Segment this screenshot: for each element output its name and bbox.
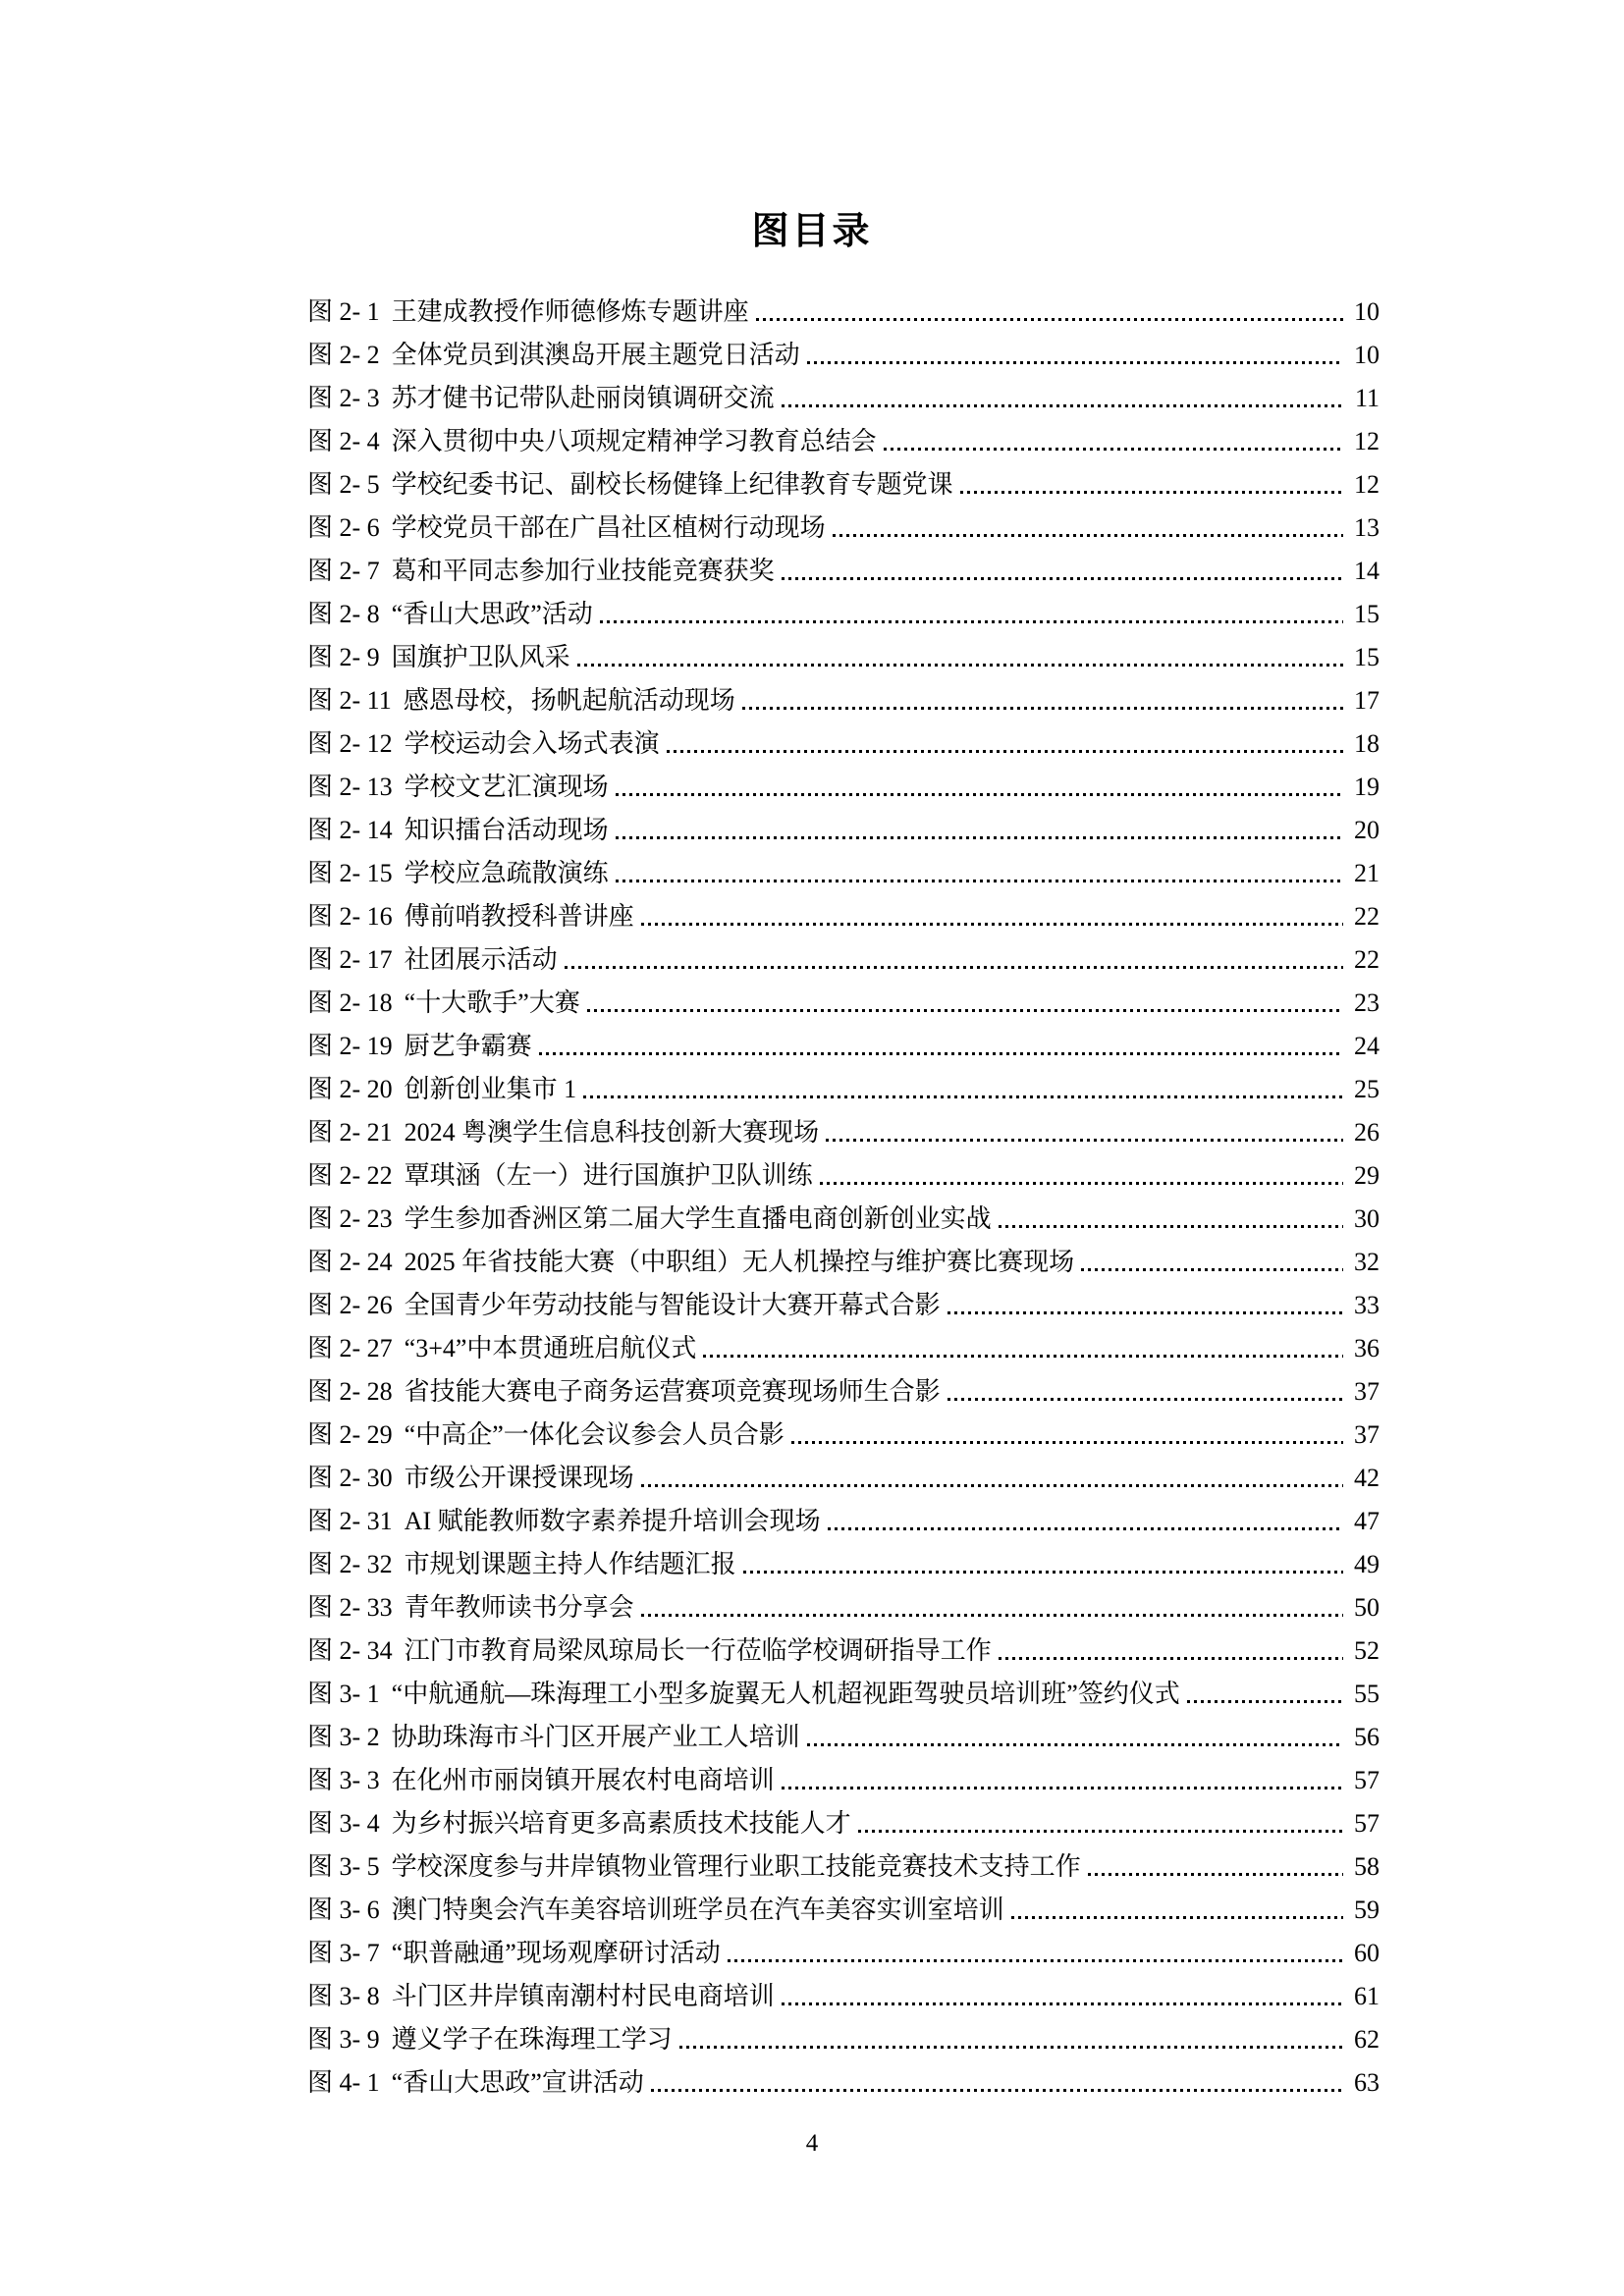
toc-entry-page: 10	[1354, 297, 1380, 326]
toc-entry-title: 为乡村振兴培育更多高素质技术技能人才	[391, 1809, 851, 1838]
toc-entry-title: 学校应急疏散演练	[404, 859, 609, 887]
toc-entry-label: 图 2- 34	[307, 1636, 393, 1665]
toc-entry[interactable]	[307, 373, 1380, 416]
toc-entry[interactable]	[307, 1323, 1380, 1366]
dot-leader	[1011, 1915, 1343, 1919]
toc-entry[interactable]	[307, 330, 1380, 373]
toc-entry-page: 14	[1354, 557, 1380, 585]
toc-entry-label: 图 2- 20	[307, 1075, 393, 1103]
toc-entry-label: 图 2- 14	[307, 816, 393, 844]
toc-entry-label: 图 2- 12	[307, 729, 393, 758]
dot-leader	[587, 1008, 1343, 1012]
dot-leader	[565, 965, 1343, 969]
dot-leader	[828, 1526, 1343, 1530]
toc-entry-title: 协助珠海市斗门区开展产业工人培训	[391, 1723, 800, 1751]
toc-entry-title: 苏才健书记带队赴丽岗镇调研交流	[391, 384, 775, 412]
toc-entry-title: 遵义学子在珠海理工学习	[391, 2025, 673, 2054]
toc-entry-title: 厨艺争霸赛	[404, 1032, 532, 1060]
toc-entry-label: 图 3- 6	[307, 1896, 380, 1924]
toc-entry[interactable]	[307, 1539, 1380, 1582]
toc-entry-page: 33	[1354, 1291, 1380, 1319]
toc-entry-label: 图 2- 22	[307, 1161, 393, 1190]
toc-entry-label: 图 2- 13	[307, 773, 393, 801]
toc-entry-title: 学校深度参与井岸镇物业管理行业职工技能竞赛技术支持工作	[391, 1852, 1081, 1881]
toc-entry-page: 52	[1354, 1636, 1380, 1665]
toc-entry-page: 59	[1354, 1896, 1380, 1924]
toc-entry-page: 30	[1354, 1204, 1380, 1233]
toc-entry-title: 知识擂台活动现场	[404, 816, 609, 844]
toc-entry[interactable]	[307, 1410, 1380, 1453]
toc-entry-page: 47	[1354, 1507, 1380, 1535]
dot-leader	[616, 792, 1343, 796]
toc-entry[interactable]	[307, 719, 1380, 762]
toc-entry-page: 37	[1354, 1377, 1380, 1406]
toc-entry-page: 25	[1354, 1075, 1380, 1103]
toc-entry[interactable]	[307, 1194, 1380, 1237]
toc-entry-label: 图 2- 29	[307, 1420, 393, 1449]
toc-entry-label: 图 3- 4	[307, 1809, 380, 1838]
toc-entry[interactable]	[307, 589, 1380, 632]
toc-entry-page: 22	[1354, 945, 1380, 974]
toc-entry-title: 国旗护卫队风采	[391, 643, 570, 671]
dot-leader	[960, 490, 1343, 494]
dot-leader	[1088, 1872, 1343, 1876]
dot-leader	[1081, 1267, 1343, 1271]
toc-entry-label: 图 2- 18	[307, 988, 393, 1017]
dot-leader	[641, 922, 1343, 926]
toc-entry-title: “职普融通”现场观摩研讨活动	[391, 1939, 721, 1967]
toc-entry-page: 29	[1354, 1161, 1380, 1190]
toc-entry-title: 在化州市丽岗镇开展农村电商培训	[391, 1766, 775, 1794]
dot-leader	[679, 2045, 1343, 2049]
toc-entry-page: 60	[1354, 1939, 1380, 1967]
dot-leader	[667, 749, 1343, 753]
toc-entry[interactable]	[307, 546, 1380, 589]
dot-leader	[782, 403, 1343, 407]
dot-leader	[999, 1656, 1343, 1660]
toc-entry-title: 创新创业集市 1	[404, 1075, 577, 1103]
toc-entry[interactable]	[307, 287, 1380, 330]
dot-leader	[742, 706, 1343, 710]
toc-entry-title: 市规划课题主持人作结题汇报	[404, 1550, 736, 1578]
dot-leader	[600, 619, 1343, 623]
toc-entry[interactable]	[307, 632, 1380, 675]
toc-entry-label: 图 2- 33	[307, 1593, 393, 1622]
toc-entry-label: 图 2- 8	[307, 600, 380, 628]
toc-entry-label: 图 4- 1	[307, 2068, 380, 2097]
toc-entry-label: 图 2- 4	[307, 427, 380, 455]
toc-entry-page: 13	[1354, 513, 1380, 542]
dot-leader	[782, 1786, 1343, 1789]
toc-entry-label: 图 3- 9	[307, 2025, 380, 2054]
toc-entry[interactable]	[307, 978, 1380, 1021]
toc-entry-title: “香山大思政”活动	[391, 600, 593, 628]
toc-entry-title: 澳门特奥会汽车美容培训班学员在汽车美容实训室培训	[391, 1896, 1004, 1924]
toc-entry-label: 图 2- 24	[307, 1248, 393, 1276]
toc-entry-page: 17	[1354, 686, 1380, 715]
toc-entry[interactable]	[307, 2057, 1380, 2101]
toc-entry[interactable]	[307, 1885, 1380, 1928]
toc-entry-page: 61	[1354, 1982, 1380, 2010]
toc-entry-page: 11	[1354, 384, 1380, 412]
dot-leader	[539, 1051, 1343, 1055]
toc-entry[interactable]	[307, 1021, 1380, 1064]
dot-leader	[583, 1095, 1343, 1098]
toc-entry[interactable]	[307, 1669, 1380, 1712]
toc-entry-label: 图 2- 1	[307, 297, 380, 326]
toc-entry[interactable]	[307, 1064, 1380, 1107]
toc-entry-page: 10	[1354, 341, 1380, 369]
dot-leader	[756, 317, 1343, 321]
toc-entry-page: 24	[1354, 1032, 1380, 1060]
dot-leader	[947, 1397, 1343, 1401]
toc-entry-title: 斗门区井岸镇南潮村村民电商培训	[391, 1982, 775, 2010]
toc-entry-label: 图 2- 27	[307, 1334, 393, 1362]
toc-entry-page: 19	[1354, 773, 1380, 801]
toc-entry-title: 全体党员到淇澳岛开展主题党日活动	[391, 341, 800, 369]
toc-entry-title: “十大歌手”大赛	[404, 988, 580, 1017]
toc-entry-page: 22	[1354, 902, 1380, 931]
toc-entry-title: 青年教师读书分享会	[404, 1593, 634, 1622]
toc-entry-page: 20	[1354, 816, 1380, 844]
dot-leader	[782, 576, 1343, 580]
toc-entry-title: 王建成教授作师德修炼专题讲座	[391, 297, 749, 326]
toc-entry-title: 葛和平同志参加行业技能竞赛获奖	[391, 557, 775, 585]
toc-entry-page: 63	[1354, 2068, 1380, 2097]
toc-entry-label: 图 2- 11	[307, 686, 392, 715]
toc-entry[interactable]	[307, 1971, 1380, 2014]
toc-entry-page: 57	[1354, 1766, 1380, 1794]
toc-entry-title: 2024 粤澳学生信息科技创新大赛现场	[404, 1118, 820, 1147]
dot-leader	[782, 2002, 1343, 2005]
toc-entry-page: 26	[1354, 1118, 1380, 1147]
toc-entry-page: 56	[1354, 1723, 1380, 1751]
toc-entry-label: 图 2- 2	[307, 341, 380, 369]
toc-entry-title: 2025 年省技能大赛（中职组）无人机操控与维护赛比赛现场	[404, 1248, 1075, 1276]
dot-leader	[743, 1570, 1343, 1574]
toc-entry-label: 图 2- 23	[307, 1204, 393, 1233]
dot-leader	[999, 1224, 1343, 1228]
toc-entry[interactable]	[307, 459, 1380, 503]
toc-entry-page: 15	[1354, 643, 1380, 671]
toc-entry[interactable]	[307, 1107, 1380, 1150]
dot-leader	[641, 1483, 1343, 1487]
toc-entry[interactable]	[307, 1582, 1380, 1626]
dot-leader	[728, 1958, 1343, 1962]
toc-entry-label: 图 2- 7	[307, 557, 380, 585]
dot-leader	[791, 1440, 1343, 1444]
toc-entry-label: 图 2- 9	[307, 643, 380, 671]
toc-entry-title: 学生参加香洲区第二届大学生直播电商创新创业实战	[404, 1204, 992, 1233]
toc-entry-label: 图 3- 5	[307, 1852, 380, 1881]
dot-leader	[616, 835, 1343, 839]
toc-entry-label: 图 2- 26	[307, 1291, 393, 1319]
page-title: 图目录	[751, 211, 873, 252]
dot-leader	[833, 533, 1343, 537]
toc-entry-title: 感恩母校，扬帆起航活动现场	[403, 686, 735, 715]
toc-entry-page: 36	[1354, 1334, 1380, 1362]
toc-entry-page: 32	[1354, 1248, 1380, 1276]
toc-entry[interactable]	[307, 934, 1380, 978]
toc-entry[interactable]	[307, 1366, 1380, 1410]
toc-entry[interactable]	[307, 1755, 1380, 1798]
toc-entry-title: 省技能大赛电子商务运营赛项竞赛现场师生合影	[404, 1377, 941, 1406]
toc-entry-title: 深入贯彻中央八项规定精神学习教育总结会	[391, 427, 877, 455]
toc-entry-label: 图 2- 15	[307, 859, 393, 887]
dot-leader	[616, 879, 1343, 882]
dot-leader	[703, 1354, 1343, 1358]
page-number: 4	[805, 2130, 819, 2157]
toc-entry[interactable]	[307, 1453, 1380, 1496]
toc-entry[interactable]	[307, 891, 1380, 934]
toc-entry-page: 50	[1354, 1593, 1380, 1622]
toc-entry-title: “中高企”一体化会议参会人员合影	[404, 1420, 785, 1449]
toc-entry-title: “3+4”中本贯通班启航仪式	[404, 1334, 697, 1362]
toc-entry-label: 图 2- 21	[307, 1118, 393, 1147]
dot-leader	[884, 447, 1343, 451]
dot-leader	[577, 663, 1343, 667]
toc-entry-page: 37	[1354, 1420, 1380, 1449]
toc-entry[interactable]	[307, 1928, 1380, 1971]
toc-entry-title: AI 赋能教师数字素养提升培训会现场	[404, 1507, 821, 1535]
toc-entry-title: “中航通航—珠海理工小型多旋翼无人机超视距驾驶员培训班”签约仪式	[391, 1680, 1180, 1708]
toc-entry-title: 市级公开课授课现场	[404, 1464, 634, 1492]
toc-entry-label: 图 2- 19	[307, 1032, 393, 1060]
toc-entry-label: 图 2- 17	[307, 945, 393, 974]
dot-leader	[858, 1829, 1343, 1833]
toc-entry[interactable]	[307, 2014, 1380, 2057]
toc-entry-title: 覃琪涵（左一）进行国旗护卫队训练	[404, 1161, 813, 1190]
toc-entry-label: 图 2- 28	[307, 1377, 393, 1406]
toc-entry-title: 全国青少年劳动技能与智能设计大赛开幕式合影	[404, 1291, 941, 1319]
toc-entry-title: 傅前哨教授科普讲座	[404, 902, 634, 931]
toc-entry[interactable]	[307, 1626, 1380, 1669]
dot-leader	[820, 1181, 1343, 1185]
toc-entry-page: 49	[1354, 1550, 1380, 1578]
toc-entry[interactable]	[307, 1712, 1380, 1755]
toc-entry-page: 42	[1354, 1464, 1380, 1492]
toc-entry-page: 57	[1354, 1809, 1380, 1838]
toc-entry-label: 图 2- 6	[307, 513, 380, 542]
toc-entry-title: 社团展示活动	[404, 945, 558, 974]
dot-leader	[826, 1138, 1343, 1142]
toc-entry-title: 江门市教育局梁凤琼局长一行莅临学校调研指导工作	[404, 1636, 992, 1665]
toc-entry-title: “香山大思政”宣讲活动	[391, 2068, 644, 2097]
toc-entry-title: 学校文艺汇演现场	[404, 773, 609, 801]
toc-entry-label: 图 3- 1	[307, 1680, 380, 1708]
dot-leader	[807, 1742, 1343, 1746]
toc-entry-page: 18	[1354, 729, 1380, 758]
toc-entry-label: 图 3- 3	[307, 1766, 380, 1794]
toc-entry-label: 图 3- 7	[307, 1939, 380, 1967]
toc-entry[interactable]	[307, 1280, 1380, 1323]
toc-entry[interactable]	[307, 416, 1380, 459]
toc-entry[interactable]	[307, 1150, 1380, 1194]
toc-entry[interactable]	[307, 762, 1380, 805]
figure-toc-list	[307, 287, 1380, 2101]
toc-entry-label: 图 2- 5	[307, 470, 380, 499]
toc-entry[interactable]	[307, 675, 1380, 719]
dot-leader	[651, 2088, 1343, 2092]
toc-entry-title: 学校运动会入场式表演	[404, 729, 660, 758]
dot-leader	[641, 1613, 1343, 1617]
toc-entry-page: 15	[1354, 600, 1380, 628]
toc-entry-label: 图 2- 3	[307, 384, 380, 412]
toc-entry[interactable]	[307, 805, 1380, 848]
toc-entry[interactable]	[307, 848, 1380, 891]
toc-entry[interactable]	[307, 1842, 1380, 1885]
toc-entry-page: 21	[1354, 859, 1380, 887]
toc-entry-title: 学校党员干部在广昌社区植树行动现场	[391, 513, 826, 542]
toc-entry[interactable]	[307, 1798, 1380, 1842]
toc-entry-label: 图 2- 32	[307, 1550, 393, 1578]
toc-entry-label: 图 3- 2	[307, 1723, 380, 1751]
toc-entry-page: 58	[1354, 1852, 1380, 1881]
toc-entry-title: 学校纪委书记、副校长杨健锋上纪律教育专题党课	[391, 470, 953, 499]
dot-leader	[947, 1310, 1343, 1314]
dot-leader	[807, 360, 1343, 364]
toc-entry-page: 55	[1354, 1680, 1380, 1708]
toc-entry-page: 12	[1354, 470, 1380, 499]
toc-entry[interactable]	[307, 1237, 1380, 1280]
toc-entry-label: 图 2- 30	[307, 1464, 393, 1492]
toc-entry-label: 图 3- 8	[307, 1982, 380, 2010]
toc-entry-page: 12	[1354, 427, 1380, 455]
toc-entry-page: 62	[1354, 2025, 1380, 2054]
toc-entry[interactable]	[307, 1496, 1380, 1539]
dot-leader	[1187, 1699, 1343, 1703]
toc-entry-label: 图 2- 31	[307, 1507, 393, 1535]
toc-entry-label: 图 2- 16	[307, 902, 393, 931]
toc-entry[interactable]	[307, 503, 1380, 546]
toc-entry-page: 23	[1354, 988, 1380, 1017]
